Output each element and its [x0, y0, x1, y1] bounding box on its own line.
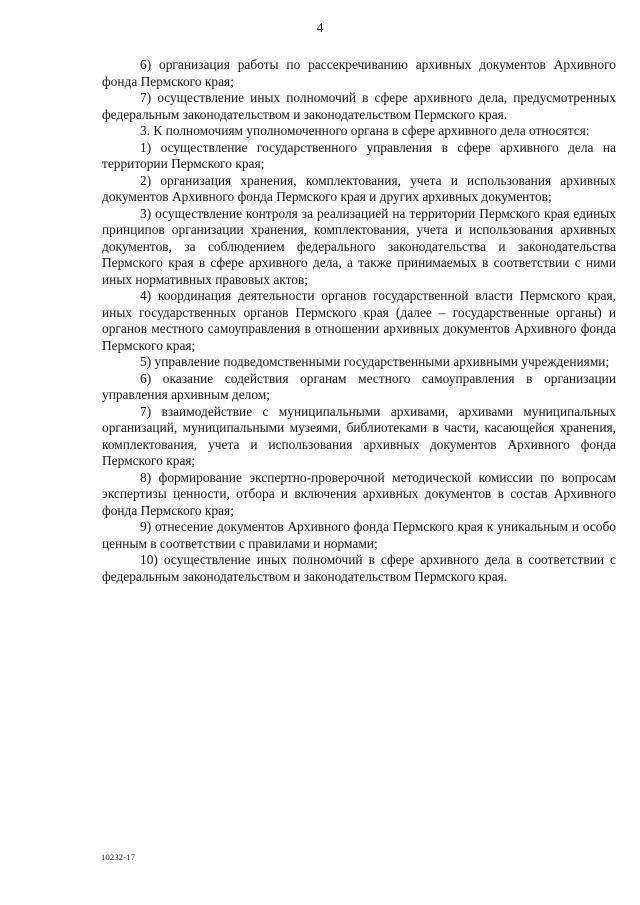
paragraph-item-7-interaction: 7) взаимодействие с муниципальными архивами, архивами муниципальных организаций, муниципальными музеями, библиотеками в части, касающейся хранения, комплектования, учета и использования архивных документов Архивного фонда Пермского края; — [102, 403, 616, 468]
paragraph-item-4-coordination: 4) координация деятельности органов государственной власти Пермского края, иных государственных органов Пермского края (далее – государственные органы) и органов местного самоуправления в отношении архивных документов Архивного фонда Пермского края; — [102, 288, 616, 353]
paragraph-item-3-control: 3) осуществление контроля за реализацией на территории Пермского края единых принципов организации хранения, комплектования, учета и использования архивных документов, за соблюдением федерального законодательства и законодательства Пермского края в сфере архивного дела, а также принимаемых в соответствии с ними иных нормативных правовых актов; — [102, 205, 616, 287]
paragraph-item-1-state-management: 1) осуществление государственного управления в сфере архивного дела на территории Пермского края; — [102, 139, 616, 171]
document-body — [102, 57, 616, 585]
paragraph-item-7-other-powers: 7) осуществление иных полномочий в сфере архивного дела, предусмотренных федеральным законодательством и законодательством Пермского края. — [102, 90, 616, 122]
paragraph-item-10-other-powers: 10) осуществление иных полномочий в сфере архивного дела в соответствии с федеральным законодательством и законодательством Пермского края. — [102, 552, 616, 584]
paragraph-item-9-classification: 9) отнесение документов Архивного фонда Пермского края к уникальным и особо ценным в соответствии с правилами и нормами; — [102, 519, 616, 551]
paragraph-item-6-declassification: 6) организация работы по рассекречиванию архивных документов Архивного фонда Пермского края; — [102, 57, 616, 89]
paragraph-item-2-storage-organization: 2) организация хранения, комплектования, учета и использования архивных документов Архивного фонда Пермского края и других архивных документов; — [102, 172, 616, 204]
paragraph-section-3-intro: 3. К полномочиям уполномоченного органа в сфере архивного дела относятся: — [140, 123, 590, 138]
page-number: 4 — [316, 21, 324, 36]
document-code: 10232-17 — [101, 852, 136, 862]
paragraph-item-6-assistance: 6) оказание содействия органам местного самоуправления в организации управления архивным делом; — [102, 370, 616, 402]
paragraph-item-5-management: 5) управление подведомственными государственными архивными учреждениями; — [140, 354, 610, 369]
paragraph-item-8-commission: 8) формирование экспертно-проверочной методической комиссии по вопросам экспертизы ценности, отбора и включения архивных документов в состав Архивного фонда Пермского края; — [102, 469, 616, 518]
